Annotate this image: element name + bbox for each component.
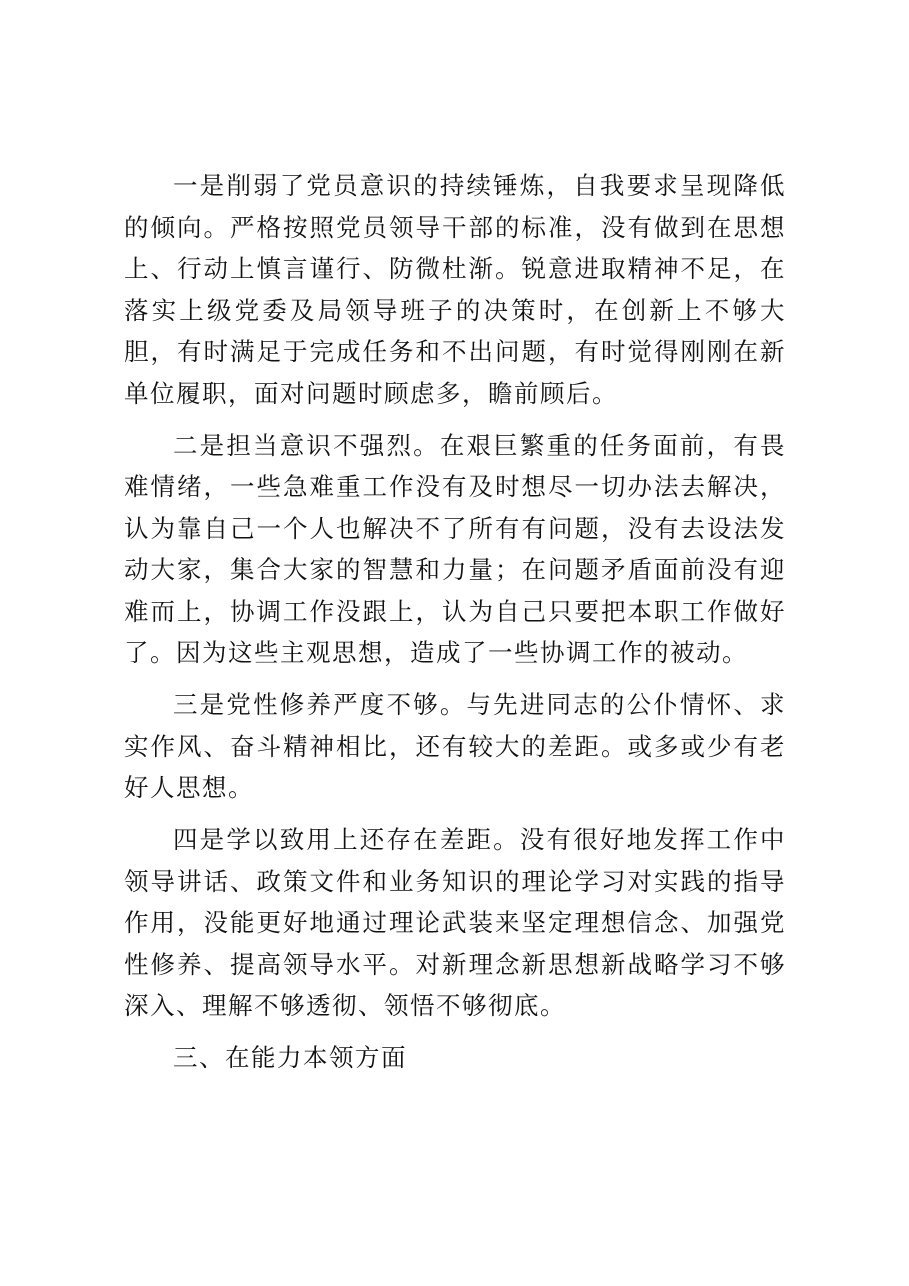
section-heading: 三、在能力本领方面 bbox=[173, 1043, 407, 1072]
document-page bbox=[124, 165, 786, 1079]
paragraph-2: 二是担当意识不强烈。在艰巨繁重的任务面前，有畏难情绪，一些急难重工作没有及时想尽一切办法去解决，认为靠自己一个人也解决不了所有有问题，没有去设法发动大家，集合大家的智慧和力量；在问题矛盾面前没有迎难而上，协调工作没跟上，认为自己只要把本职工作做好了。因为这些主观思想，造成了一些协调工作的被动。 bbox=[124, 430, 786, 667]
paragraph-1: 一是削弱了党员意识的持续锤炼，自我要求呈现降低的倾向。严格按照党员领导干部的标准，没有做到在思想上、行动上慎言谨行、防微杜渐。锐意进取精神不足，在落实上级党委及局领导班子的决策时，在创新上不够大胆，有时满足于完成任务和不出问题，有时觉得刚刚在新单位履职，面对问题时顾虑多，瞻前顾后。 bbox=[124, 171, 786, 408]
paragraph-4: 四是学以致用上还存在差距。没有很好地发挥工作中领导讲话、政策文件和业务知识的理论学习对实践的指导作用，没能更好地通过理论武装来坚定理想信念、加强党性修养、提高领导水平。对新理念新思想新战略学习不够深入、理解不够透彻、领悟不够彻底。 bbox=[124, 825, 786, 1020]
paragraph-3: 三是党性修养严度不够。与先进同志的公仆情怀、求实作风、奋斗精神相比，还有较大的差距。或多或少有老好人思想。 bbox=[124, 690, 786, 802]
